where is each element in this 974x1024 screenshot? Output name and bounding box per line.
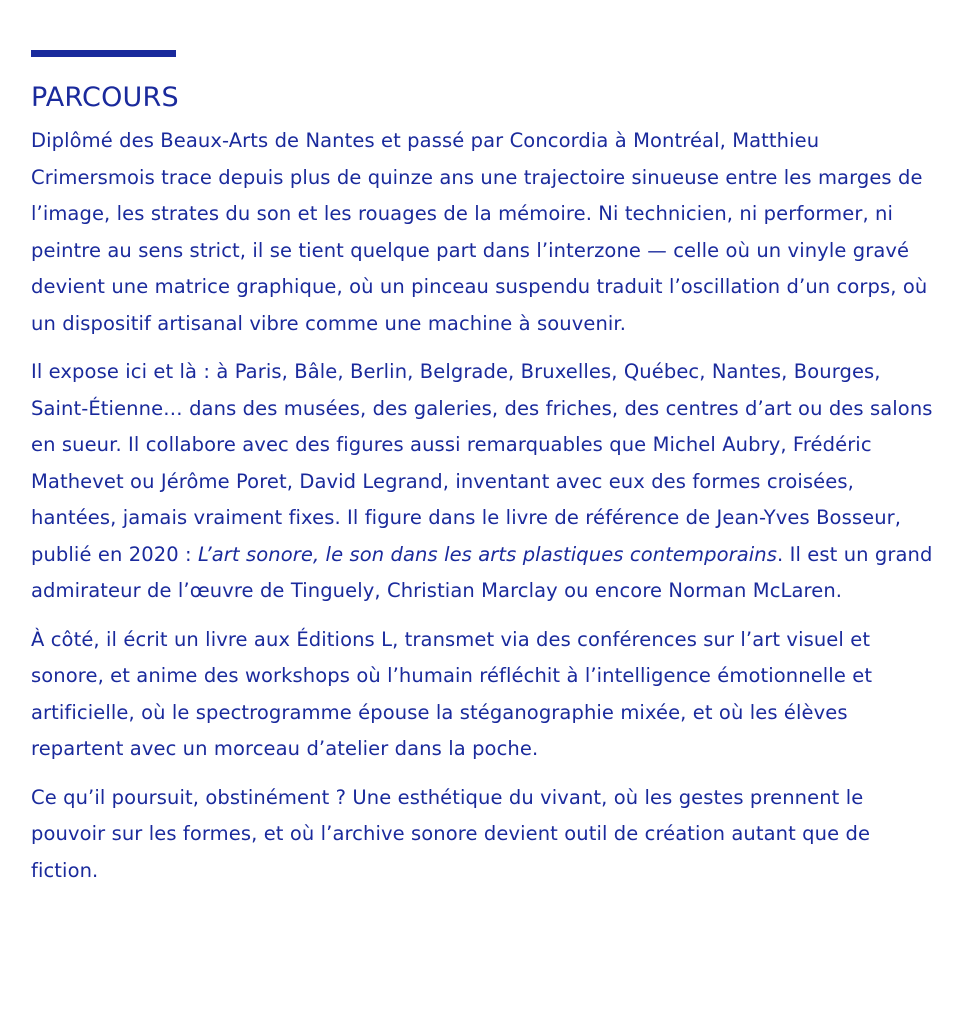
exhibitions-text-end: . Il est un grand admirateur de l’œuvre de Tinguely, Christian Marclay ou encore Norman McLaren. xyxy=(31,542,933,602)
paragraph-aesthetic: Ce qu’il poursuit, obstinément ? Une esthétique du vivant, où les gestes prennent le pouvoir sur les formes, et où l’archive sonore devient outil de création autant que de fiction. xyxy=(31,785,871,882)
section-heading: PARCOURS xyxy=(31,82,179,113)
book-title: L’art sonore, le son dans les arts plastiques contemporains xyxy=(198,542,778,566)
paragraph-education: Diplômé des Beaux-Arts de Nantes et passé par Concordia à Montréal, Matthieu Crimersmois trace depuis plus de quinze ans une trajectoire sinueuse entre les marges de l’image, les strates du son et les rouages de la mémoire. Ni technicien, ni performer, ni peintre au sens strict, il se tient quelque part dans l’interzone — celle où un vinyle gravé devient une matrice graphique, où un pinceau suspendu traduit l’oscillation d’un corps, où un dispositif artisanal vibre comme une machine à souvenir. xyxy=(31,129,928,335)
paragraph-teaching: À côté, il écrit un livre aux Éditions L, transmet via des conférences sur l’art visuel et sonore, et anime des workshops où l’humain réfléchit à l’intelligence émotionnelle et artificielle, où le spectrogramme épouse la stéganographie mixée, et où les élèves repartent avec un morceau d’atelier dans la poche. xyxy=(31,627,873,760)
exhibitions-text: Il expose ici et là : à Paris, Bâle, Berlin, Belgrade, Bruxelles, Québec, Nantes, Bourges, Saint-Étienne… dans des musées, des galeries, des friches, des centres d’art ou des salons en sueur. Il collabore avec des figures aussi remarquables que Michel Aubry, Frédéric Mathevet ou Jérôme Poret, David Legrand, inventant avec eux des formes croisées, hantées, jamais vraiment fixes. Il figure dans le livre de référence de Jean-Yves Bosseur, publié en 2020 : xyxy=(31,360,933,566)
paragraph-exhibitions xyxy=(31,354,936,610)
parcours-section xyxy=(31,50,936,889)
accent-bar xyxy=(31,50,176,57)
